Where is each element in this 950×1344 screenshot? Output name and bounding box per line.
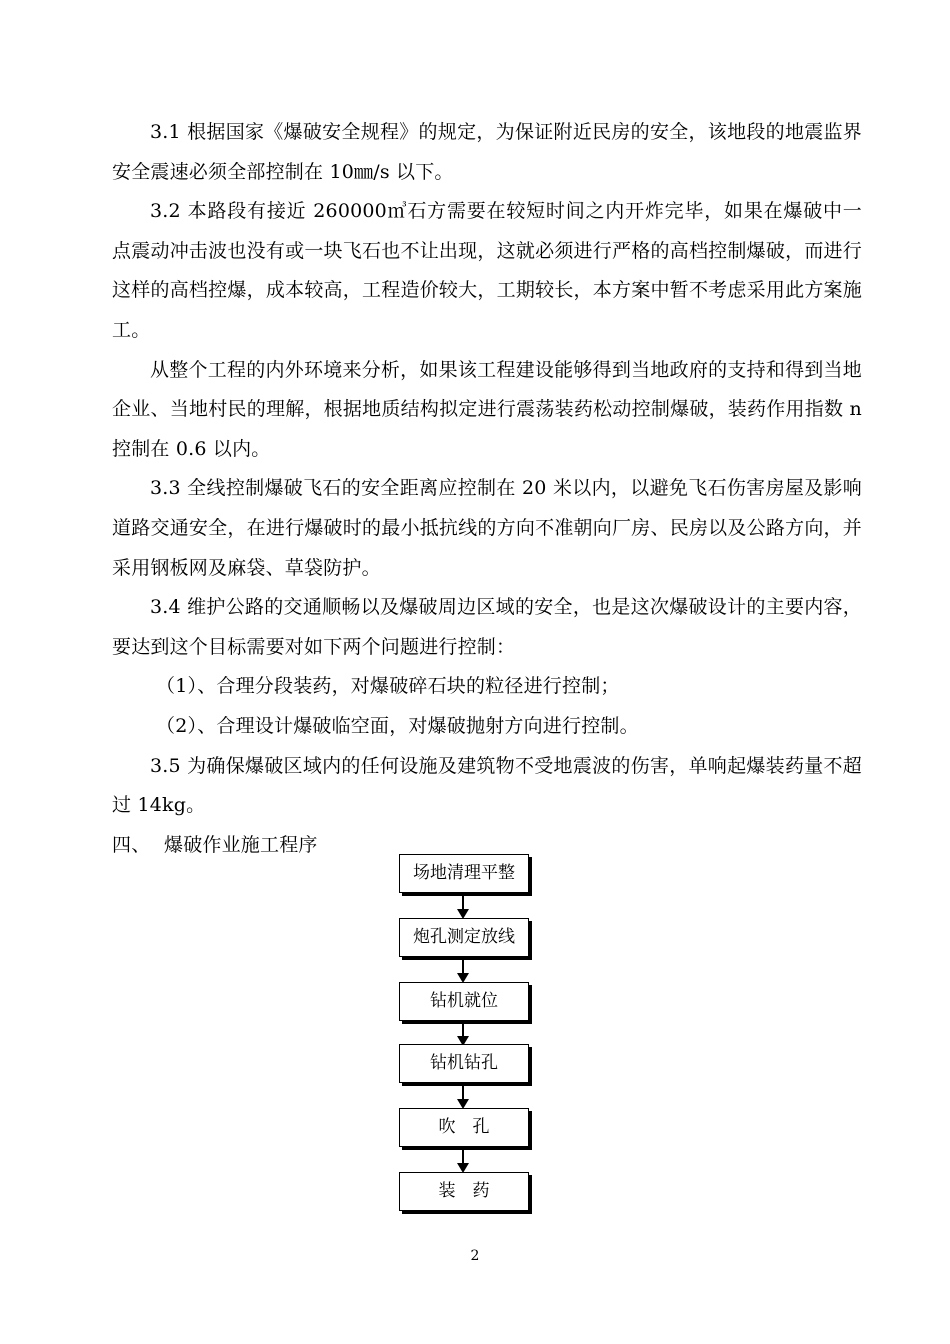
flow-step-drilling: 钻机钻孔	[399, 1044, 529, 1083]
flow-step-site-clearing: 场地清理平整	[399, 854, 529, 893]
paragraph-3-4: 3.4 维护公路的交通顺畅以及爆破周边区域的安全，也是这次爆破设计的主要内容，要达到这个目标需要对如下两个问题进行控制：	[112, 596, 862, 658]
paragraph-analysis: 从整个工程的内外环境来分析，如果该工程建设能够得到当地政府的支持和得到当地企业、当地村民的理解，根据地质结构拟定进行震荡装药松动控制爆破，装药作用指数 n 控制在 0.6 以内。	[112, 358, 862, 460]
flow-step-rig-positioning: 钻机就位	[399, 982, 529, 1021]
paragraph-3-5: 3.5 为确保爆破区域内的任何设施及建筑物不受地震波的伤害，单响起爆装药量不超过 14kg。	[112, 754, 862, 817]
flow-step-hole-blowing: 吹 孔	[399, 1108, 529, 1147]
flow-arrow-2	[462, 959, 464, 981]
body-text	[112, 113, 862, 865]
paragraph-3-3: 3.3 全线控制爆破飞石的安全距离应控制在 20 米以内，以避免飞石伤害房屋及影响道路交通安全，在进行爆破时的最小抵抗线的方向不准朝向厂房、民房以及公路方向，并采用钢板网及麻袋、草袋防护。	[112, 477, 862, 579]
list-item-2: （2）、合理设计爆破临空面，对爆破抛射方向进行控制。	[156, 714, 639, 737]
section-number: 四、	[112, 833, 151, 856]
list-item-1: （1）、合理分段装药，对爆破碎石块的粒径进行控制；	[156, 675, 620, 698]
flow-step-charging: 装 药	[399, 1172, 529, 1211]
flow-arrow-3	[462, 1023, 464, 1044]
flow-arrow-4	[462, 1085, 464, 1107]
paragraph-3-2: 3.2 本路段有接近 260000㎥石方需要在较短时间之内开炸完毕，如果在爆破中一点震动冲击波也没有或一块飞石也不让出现，这就必须进行严格的高档控制爆破，而进行这样的高档控爆，成本较高，工程造价较大，工期较长，本方案中暂不考虑采用此方案施工。	[112, 200, 862, 341]
flow-arrow-5	[462, 1149, 464, 1171]
page-number: 2	[470, 1248, 480, 1264]
flow-step-hole-layout: 炮孔测定放线	[399, 918, 529, 957]
section-title: 爆破作业施工程序	[164, 833, 318, 856]
paragraph-3-1: 3.1 根据国家《爆破安全规程》的规定，为保证附近民房的安全，该地段的地震监界安全震速必须全部控制在 10㎜/s 以下。	[112, 121, 862, 183]
flow-arrow-1	[462, 895, 464, 917]
